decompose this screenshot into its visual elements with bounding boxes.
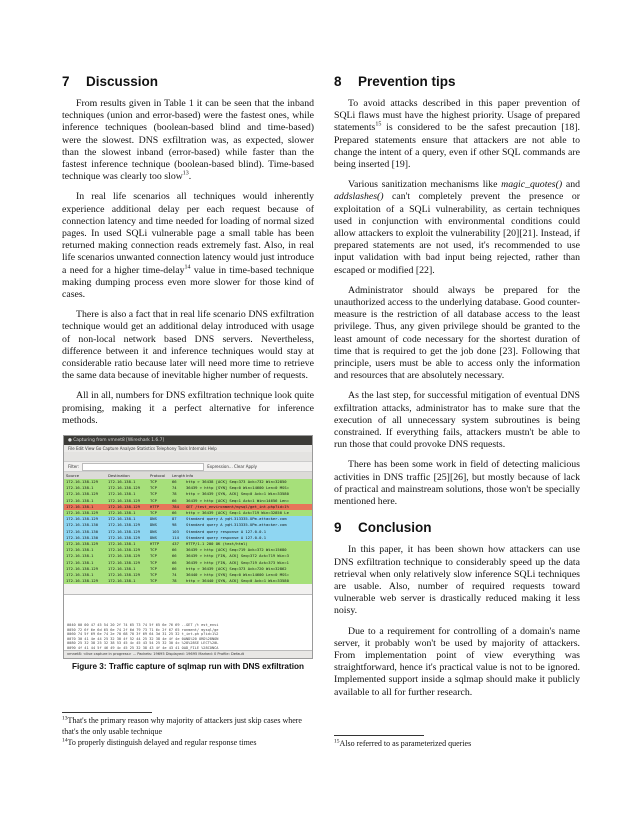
section-9-heading: 9 Conclusion bbox=[334, 520, 432, 536]
hex-row: 0060 74 5f 69 6e 74 2e 70 68 70 3f 69 64 3d 31 25 32 t_int.ph p?id=1%2 bbox=[67, 632, 219, 637]
status-bar: vmnet8: <live capture in progress> ... Packets: 19695 Displayed: 19695 Marked: 0 Profile: Default bbox=[64, 650, 312, 658]
paragraph: Administrator should always be prepared for the unauthorized access to the underlying database. Good counter-measure is the restriction of all database access to the least privilege. Thus, any given privilege should be granted to the least amount of code necessary for the shortest duration of time that is required to get the job done [23]. Following that principle, users must be able to access only the information and resources that are absolutely necessary. bbox=[334, 284, 580, 382]
filter-input bbox=[82, 463, 204, 471]
paragraph: Due to a requirement for controlling of a domain's name server, it probably won't be used by majority of attackers. From implementation point of view everything was straightforward, hence it's practical value is not to be ignored. Implemented support inside a sqlmap should make it publicly available to all for further research. bbox=[334, 625, 580, 698]
left-column bbox=[62, 74, 314, 671]
packet-row[interactable]: 172.16.138.1 172.16.138.129 TCP 66 36439 > http [FIN, ACK] Seq=372 Ack=719 Win=3 bbox=[64, 553, 312, 559]
paragraph: In real life scenarios all techniques would inherently experience additional delay per each request because of connection latency and time needed for loading of normal sized pages. In used SQLi vulnerable page a small table has been returned making connection reads extremely fast. Also, in real life scenarios unwanted connection latency would just introduce a need for a higher time-delay$^{14}$ value in time-based technique making dumping process even more slower for those kind of cases. bbox=[62, 191, 314, 301]
paragraph: There is also a fact that in real life scenario DNS exfiltration technique would get an additional delay introduced with usage of non-local network based DNS servers. Nevertheless, difference between it and inference techniques would stay at considerable ratio because later will need more time to retrieve the same data because of inevitable higher number of requests. bbox=[62, 309, 314, 382]
packet-list bbox=[64, 479, 312, 584]
hex-row: 0090 4f 41 44 5f 46 49 4c 45 25 32 38 43 4f 4e 43 41 OAD_FILE %28CONCA bbox=[67, 646, 219, 651]
packet-row[interactable]: 172.16.138.130 172.16.138.129 DNS 98 Standard query A yqH.313335.UPm.attacker.com bbox=[64, 522, 312, 528]
paragraph: From results given in Table 1 it can be seen that the inband techniques (union and error-based) were the fastest ones, while inference techniques (boolean-based blind and time-based) were the slowest. DNS exfiltration was, as expected, slower than the slowest inband (error-based) while faster than the fastest inference technique (boolean-based blind). Time-based technique was clearly too slow$^{13}$. bbox=[62, 98, 314, 183]
hex-row: 0080 25 32 38 25 32 38 53 45 4c 45 43 54 25 32 30 4c %28%28SE LECT%20L bbox=[67, 641, 219, 646]
packet-row[interactable]: 172.16.138.129 172.16.138.1 TCP 66 http > 36439 [ACK] Seq=373 Ack=720 Win=32862 bbox=[64, 566, 312, 572]
packet-row[interactable]: 172.16.138.129 172.16.138.1 TCP 78 http > 36439 [SYN, ACK] Seq=0 Ack=1 Win=33580 bbox=[64, 491, 312, 497]
packet-row[interactable]: 172.16.138.130 172.16.138.129 DNS 103 Standard query response A 127.0.0.1 bbox=[64, 529, 312, 535]
packet-row[interactable]: 172.16.138.129 172.16.138.1 HTTP 437 HTTP/1.1 200 OK (text/html) bbox=[64, 541, 312, 547]
packet-details-pane bbox=[64, 594, 312, 624]
packet-row[interactable]: 172.16.138.1 172.16.138.129 TCP 66 36439 > http [ACK] Seq=719 Ack=372 Win=15680 bbox=[64, 547, 312, 553]
paragraph: All in all, numbers for DNS exfiltration technique look quite promising, making it a perfect alternative for inference methods. bbox=[62, 390, 314, 426]
hex-row: 0070 30 41 4e 44 25 32 30 4f 52 44 25 32 38 4e 4f 4e 0AND%20 ORD%28NON bbox=[67, 636, 219, 641]
packet-row[interactable]: 172.16.138.129 172.16.138.1 TCP 66 http > 36438 [ACK] Seq=373 Ack=732 Win=32850 bbox=[64, 479, 312, 485]
packet-row[interactable]: 172.16.138.1 172.16.138.129 TCP 66 36439 > http [FIN, ACK] Seq=719 Ack=373 Win=1 bbox=[64, 560, 312, 566]
section-8-heading: 8 Prevention tips bbox=[334, 74, 456, 89]
packet-row[interactable]: 172.16.138.129 172.16.138.1 TCP 66 http > 36439 [ACK] Seq=1 Ack=719 Win=32850 Le bbox=[64, 510, 312, 516]
figure-caption: Figure 3: Traffic capture of sqlmap run with DNS exfiltration bbox=[71, 662, 304, 672]
paragraph: As the last step, for successful mitigation of eventual DNS exfiltration attacks, administrator has to make sure that the execution of all unnecessary system subroutines is being constrained. If everything fails, attackers mustn't be able to run those that could provoke DNS requests. bbox=[334, 390, 580, 451]
hex-row: 0040 00 00 47 45 54 20 2f 74 65 73 74 5f 65 6e 76 69 ..GET /t est_envi bbox=[67, 623, 219, 628]
footnote-13: $^{13}$That's the primary reason why majority of attackers just skip cases where that's the only usable technique bbox=[62, 715, 302, 736]
filter-bar: Filter: Expression... Clear Apply bbox=[64, 462, 312, 472]
packet-row[interactable]: 172.16.138.1 172.16.138.129 TCP 66 36439 > http [ACK] Seq=1 Ack=1 Win=14656 Len= bbox=[64, 498, 312, 504]
figure-3 bbox=[62, 435, 314, 671]
wireshark-screenshot bbox=[63, 435, 313, 659]
paragraph: There has been some work in field of detecting malicious activities in DNS traffic [25][26], but mostly because of lack of practical and mainstream solutions, those won't be specially mentioned here. bbox=[334, 459, 580, 508]
packet-list-header: Source Destination Protocol LengthInfo bbox=[64, 472, 312, 479]
hex-row: 0050 72 6f 6e 6d 65 6e 74 2f 6d 79 73 71 6c 2f 67 65 ronment/ mysql/ge bbox=[67, 627, 219, 632]
paragraph: In this paper, it has been shown how attackers can use DNS exfiltration technique to considerably speed up the data retrieval when only relatively slow inference SQLi techniques are usable. Also, number of required requests toward vulnerable web server is drastically reduced making it less noisy. bbox=[334, 544, 580, 617]
footnote-rule bbox=[62, 712, 152, 713]
right-column bbox=[334, 74, 580, 707]
toolbar bbox=[64, 452, 312, 462]
hex-pane bbox=[64, 623, 312, 651]
footnote-14: $^{14}$To properly distinguish delayed and regular response times bbox=[62, 737, 257, 747]
packet-row[interactable]: 172.16.138.129 172.16.138.1 DNS 87 Standard query A yqH.313335.UPm.attacker.com bbox=[64, 516, 312, 522]
packet-row[interactable]: 172.16.138.1 172.16.138.129 TCP 74 36440 > http [SYN] Seq=0 Win=14600 Len=0 MSS= bbox=[64, 572, 312, 578]
footnote-rule bbox=[334, 735, 424, 736]
footnote-15: $^{15}$Also referred to as parameterized queries bbox=[334, 738, 472, 748]
packet-row[interactable]: 172.16.138.130 172.16.138.129 DNS 114 Standard query response A 127.0.0.1 bbox=[64, 535, 312, 541]
packet-row[interactable]: 172.16.138.1 172.16.138.129 HTTP 784 GET /test_environment/mysql/get_int.php?id=1% bbox=[64, 504, 312, 510]
packet-row[interactable]: 172.16.138.1 172.16.138.129 TCP 74 36439 > http [SYN] Seq=0 Win=14600 Len=0 MSS= bbox=[64, 485, 312, 491]
window-titlebar: ● Capturing from vmnet8 [Wireshark 1.6.7] bbox=[64, 436, 312, 445]
paragraph: Various sanitization mechanisms like magic_quotes() and addslashes() can't completely prevent the presence or exploitation of a SQLi vulnerability, as certain techniques used in conjunction with environmental conditions could allow attackers to exploit the vulnerability [20][21]. Instead, if prepared statements are not used, it's recommended to use input validation with bad input being rejected, rather than escaped or modified [22]. bbox=[334, 179, 580, 276]
section-7-heading: 7 Discussion bbox=[62, 74, 159, 89]
paragraph: To avoid attacks described in this paper prevention of SQLi flaws must have the highest priority. Usage of prepared statements$^{15}$ is considered to be the safest precaution [18]. Prepared statements ensure that attackers are not able to change the intent of a query, even if other SQL commands are being inserted [19]. bbox=[334, 98, 580, 171]
menu-bar: File Edit View Go Capture Analyze Statistics Telephony Tools Internals Help bbox=[64, 445, 312, 452]
packet-row[interactable]: 172.16.138.129 172.16.138.1 TCP 78 http > 36440 [SYN, ACK] Seq=0 Ack=1 Win=33580 bbox=[64, 578, 312, 584]
